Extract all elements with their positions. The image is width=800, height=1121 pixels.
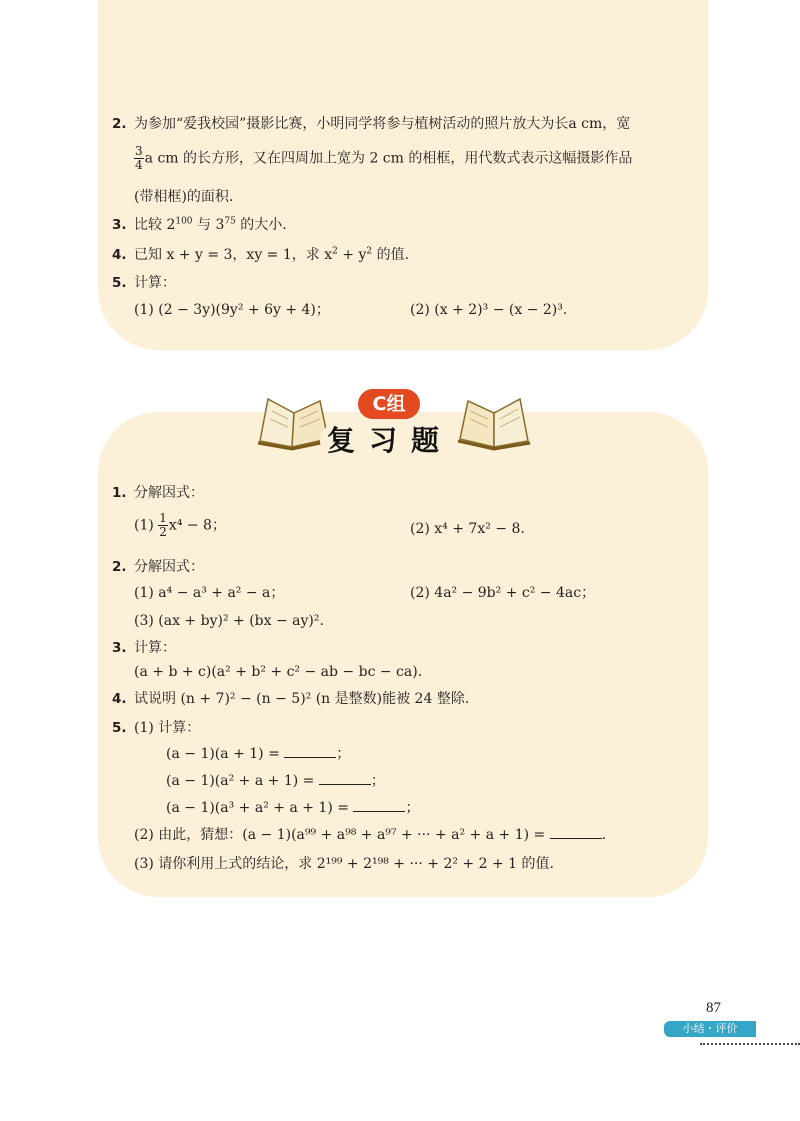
- page-number: 87: [706, 1000, 721, 1016]
- question-text: 分解因式：: [134, 559, 204, 575]
- review-question-5-line-b: [166, 772, 385, 790]
- review-question-5-part-2: [134, 826, 606, 844]
- question-text: a cm 的长方形，又在四周加上宽为 2 cm 的相框，用代数式表示这幅摄影作品: [144, 150, 633, 167]
- part-label: (1): [134, 517, 159, 534]
- question-number: 5.: [112, 275, 127, 291]
- review-question-4: [112, 690, 469, 708]
- question-text: (a − 1)(a³ + a² + a + 1) =: [166, 800, 354, 816]
- question-number: 3.: [112, 640, 127, 656]
- review-question-2-part-3: (3) (ax + by)² + (bx − ay)².: [134, 613, 324, 629]
- question-text: 试说明 (n + 7)² − (n − 5)² (n 是整数)能被 24 整除.: [134, 691, 470, 707]
- question-4: [112, 246, 409, 264]
- exponent: 2: [366, 246, 373, 257]
- question-text: 分解因式：: [134, 485, 204, 501]
- fraction-denominator: 2: [159, 525, 167, 539]
- question-text: 的值.: [372, 247, 410, 263]
- section-title: 复习题: [320, 423, 460, 459]
- question-text: 计算：: [134, 275, 176, 291]
- fraction-numerator: 3: [135, 144, 143, 158]
- review-question-1-part-2: (2) x⁴ + 7x² − 8.: [410, 521, 525, 537]
- question-text: 计算：: [134, 640, 176, 656]
- answer-blank[interactable]: [284, 745, 336, 758]
- question-number: 1.: [112, 485, 127, 501]
- answer-blank[interactable]: [353, 799, 405, 812]
- review-question-5: [112, 719, 200, 737]
- punctuation: .: [601, 827, 607, 843]
- review-question-2-part-2: (2) 4a² − 9b² + c² − 4ac；: [410, 585, 596, 601]
- question-2-line-2: [134, 145, 632, 172]
- question-number: 4.: [112, 691, 127, 707]
- question-number: 4.: [112, 247, 127, 263]
- question-number: 5.: [112, 720, 127, 736]
- fraction: [158, 512, 168, 539]
- exponent: 100: [175, 216, 193, 227]
- punctuation: ；: [336, 746, 351, 762]
- question-text: (a − 1)(a² + a + 1) =: [166, 773, 319, 789]
- question-text: 的大小.: [235, 217, 287, 233]
- review-question-3-expression: (a + b + c)(a² + b² + c² − ab − bc − ca).: [134, 664, 423, 680]
- question-text: (2) 由此，猜想：(a − 1)(a⁹⁹ + a⁹⁸ + a⁹⁷ + ··· + a² + a + 1) =: [134, 827, 550, 843]
- footer-divider: [700, 1043, 800, 1045]
- review-question-2: [112, 558, 204, 576]
- question-text: x⁴ − 8；: [168, 517, 226, 534]
- answer-blank[interactable]: [550, 826, 602, 839]
- open-book-icon: [454, 391, 534, 451]
- review-question-1: [112, 484, 204, 502]
- question-text: 比较 2: [134, 217, 176, 233]
- question-5: [112, 274, 176, 292]
- question-text: 与 3: [192, 217, 225, 233]
- review-question-5-part-3: (3) 请你利用上式的结论，求 2¹⁹⁹ + 2¹⁹⁸ + ··· + 2² + 2 + 1 的值.: [134, 856, 554, 872]
- question-2-line-1: [112, 115, 630, 133]
- question-5-part-2: (2) (x + 2)³ − (x − 2)³.: [410, 302, 568, 318]
- fraction-denominator: 4: [135, 158, 143, 172]
- question-text: + y: [337, 247, 367, 263]
- question-3: [112, 216, 287, 234]
- group-badge: C组: [358, 389, 420, 419]
- review-question-5-line-a: [166, 745, 350, 763]
- review-question-3: [112, 639, 176, 657]
- question-5-part-1: (1) (2 − 3y)(9y² + 6y + 4)；: [134, 302, 330, 318]
- question-text: (a − 1)(a + 1) =: [166, 746, 285, 762]
- punctuation: ；: [370, 773, 385, 789]
- punctuation: ；: [405, 800, 420, 816]
- section-tab: 小结・评价: [664, 1021, 756, 1037]
- fraction-numerator: 1: [159, 511, 167, 525]
- section-header: [254, 383, 524, 463]
- exercise-panel-top: [98, 0, 708, 350]
- question-text: (1) 计算：: [134, 720, 201, 736]
- question-text: 已知 x + y = 3，xy = 1，求 x: [134, 247, 333, 263]
- question-2-line-3: (带相框)的面积.: [134, 189, 234, 205]
- question-number: 3.: [112, 217, 127, 233]
- question-number: 2.: [112, 116, 127, 132]
- review-question-1-part-1: [134, 512, 226, 539]
- review-question-2-part-1: (1) a⁴ − a³ + a² − a；: [134, 585, 285, 601]
- exponent: 75: [224, 216, 236, 227]
- question-number: 2.: [112, 559, 127, 575]
- exponent: 2: [332, 246, 338, 257]
- review-question-5-line-c: [166, 799, 419, 817]
- question-text: 为参加“爱我校园”摄影比赛，小明同学将参与植树活动的照片放大为长a cm，宽: [134, 116, 631, 132]
- fraction: [134, 145, 144, 172]
- answer-blank[interactable]: [319, 772, 371, 785]
